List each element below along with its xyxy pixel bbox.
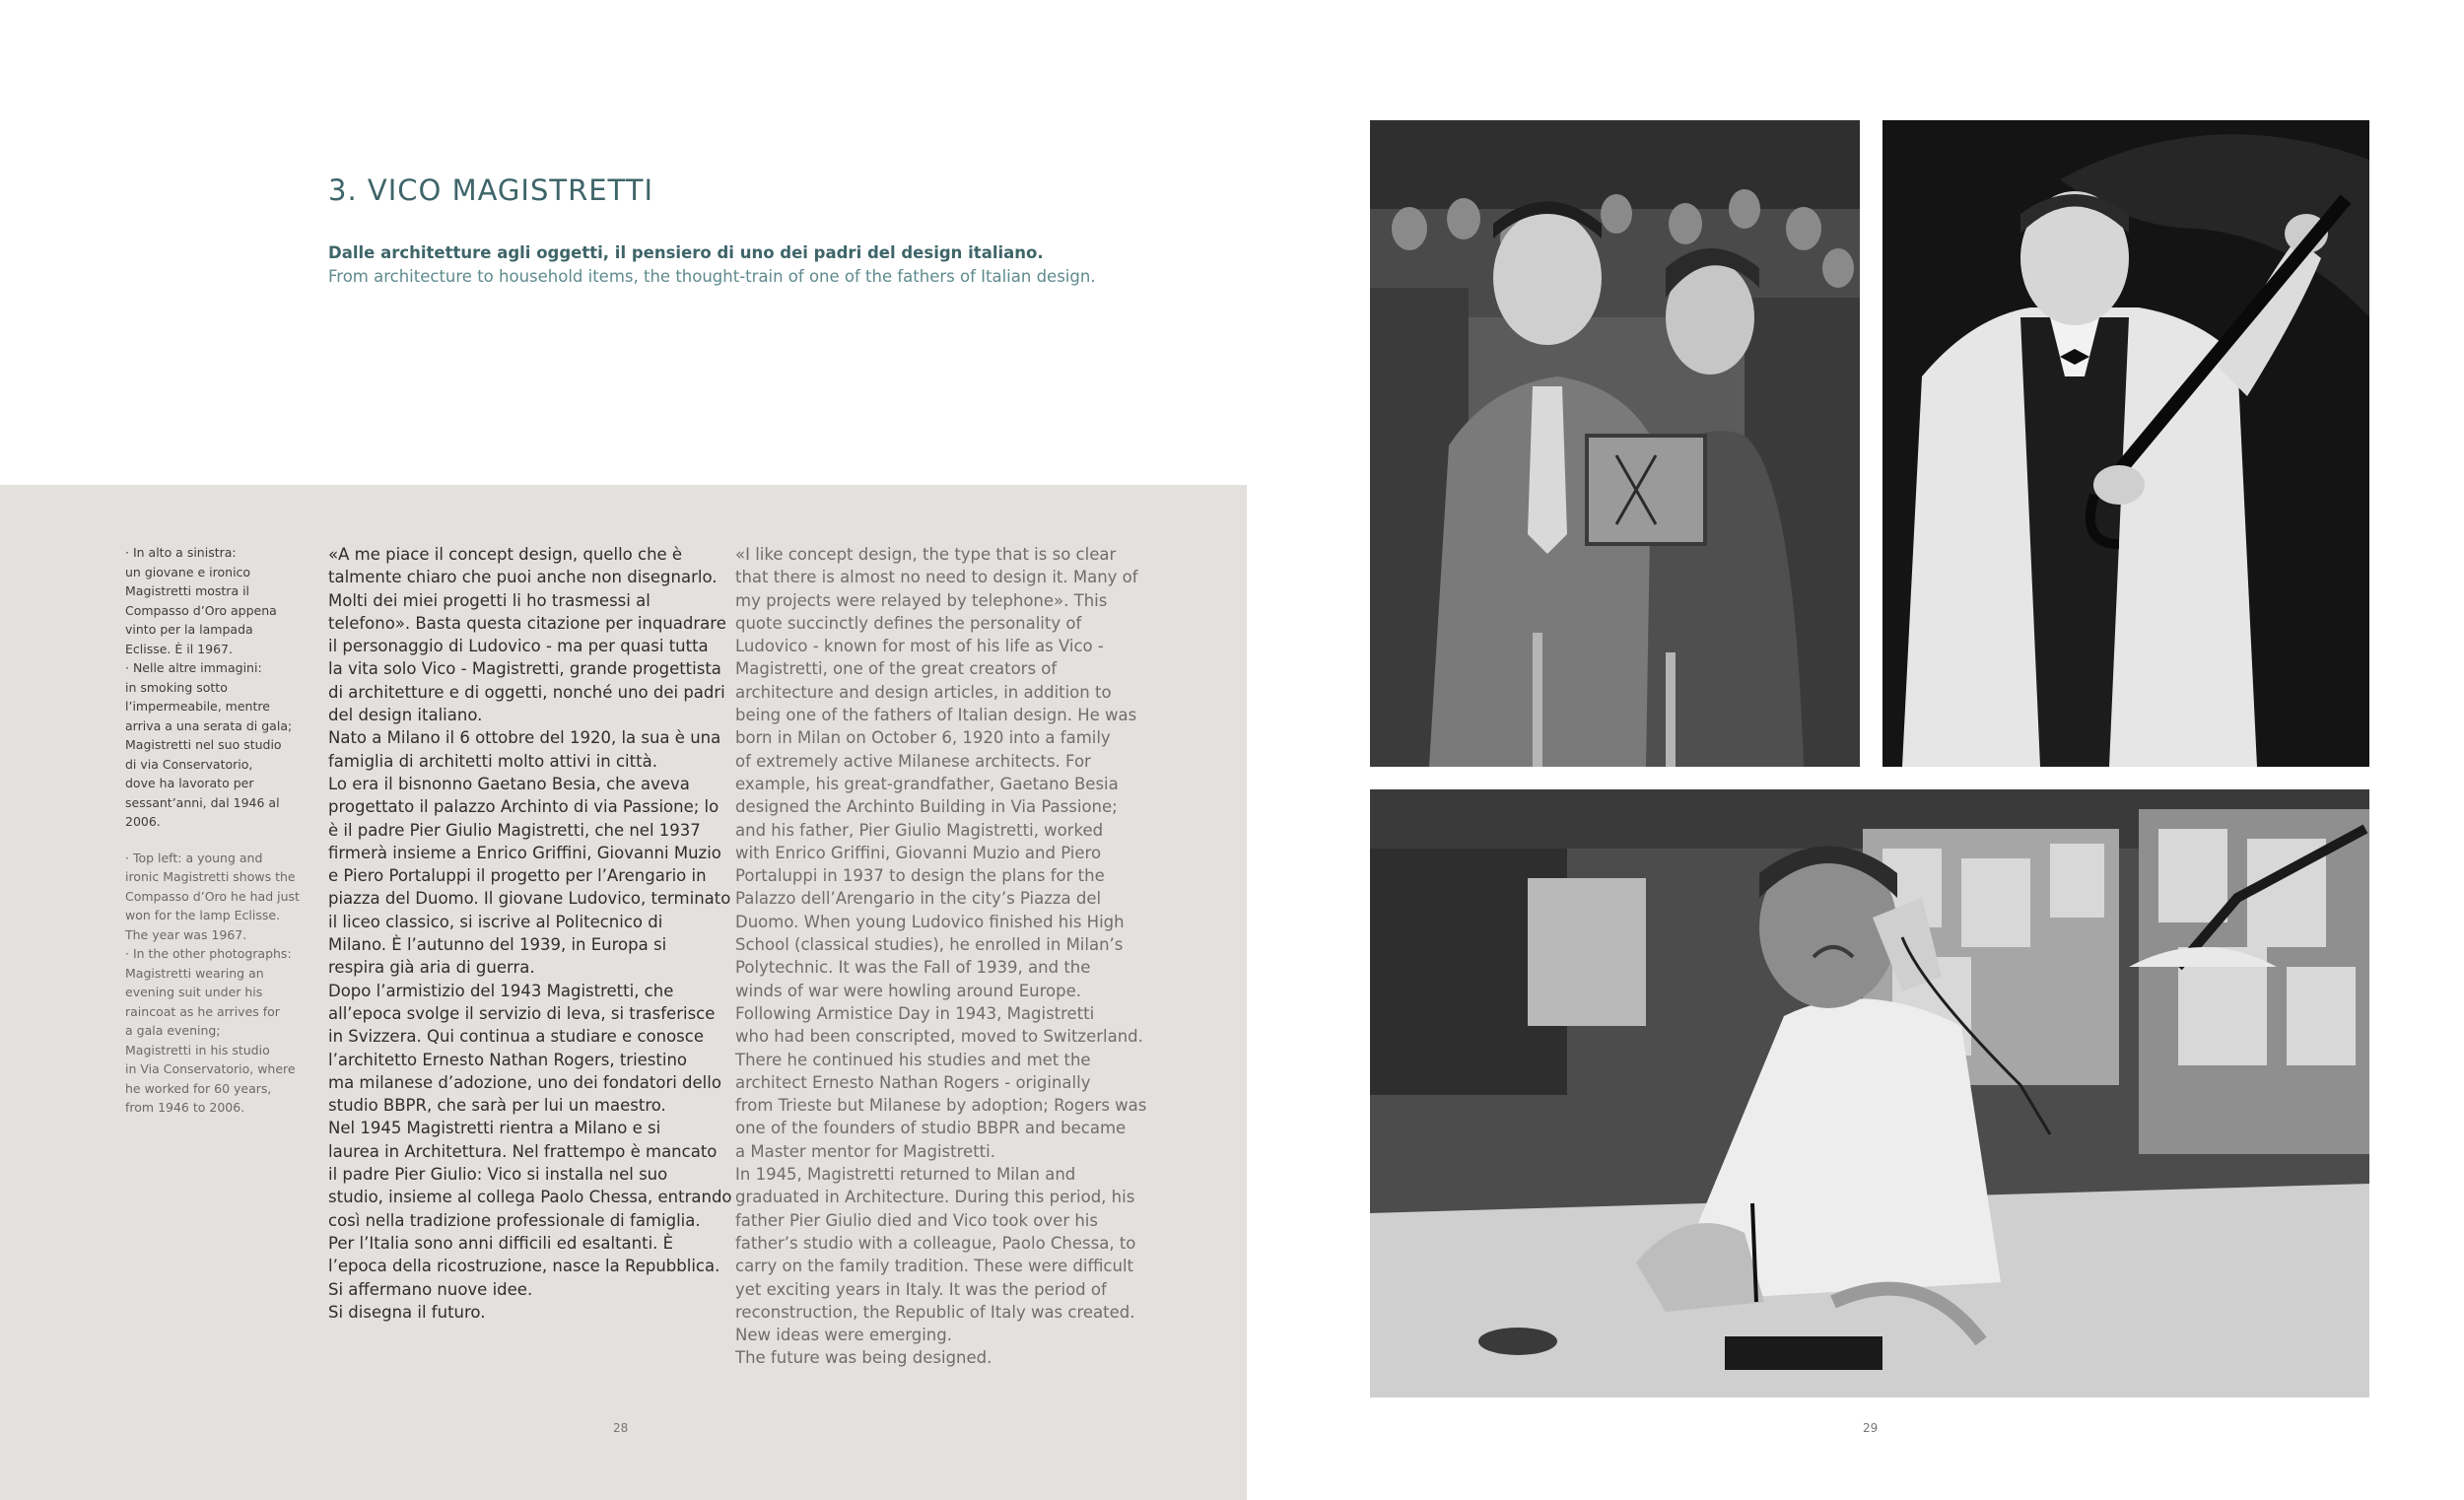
text-line: a Master mentor for Magistretti. (735, 1141, 995, 1161)
text-line: won for the lamp Eclisse. (125, 908, 281, 922)
text-line: telefono». Basta questa citazione per inquadrare (328, 613, 726, 633)
text-line: sessant’anni, dal 1946 al (125, 794, 280, 810)
text-line: Si affermano nuove idee. (328, 1279, 533, 1299)
text-line: from Trieste but Milanese by adoption; Rogers was (735, 1096, 1147, 1116)
text-line: e Piero Portaluppi il progetto per l’Arengario in (328, 866, 707, 886)
text-line: arriva a una serata di gala; (125, 717, 293, 733)
text-line: in smoking sotto (125, 679, 228, 695)
text-line: · Top left: a young and (125, 850, 263, 865)
text-line: Per l’Italia sono anni difficili ed esaltanti. È (328, 1233, 674, 1253)
text-line: il padre Pier Giulio: Vico si installa nel suo (328, 1165, 668, 1185)
text-line: who had been conscripted, moved to Switzerland. (735, 1027, 1143, 1047)
text-line: · In the other photographs: (125, 946, 292, 961)
text-line: winds of war were howling around Europe. (735, 981, 1082, 1000)
text-line: l’architetto Ernesto Nathan Rogers, triestino (328, 1050, 688, 1069)
text-line: l’impermeabile, mentre (125, 699, 270, 714)
text-line: Polytechnic. It was the Fall of 1939, and the (735, 958, 1091, 978)
text-line: famiglia di architetti molto attivi in città. (328, 751, 657, 771)
text-line: Following Armistice Day in 1943, Magistretti (735, 1003, 1095, 1023)
body-text-english (735, 543, 1146, 1370)
text-line: from 1946 to 2006. (125, 1100, 245, 1115)
text-line: vinto per la lampada (125, 622, 253, 637)
text-line: Magistretti wearing an (125, 965, 264, 981)
text-line: «I like concept design, the type that is so clear (735, 545, 1117, 564)
text-line: Si disegna il futuro. (328, 1302, 486, 1322)
text-line: architecture and design articles, in addition to (735, 682, 1112, 702)
photo-evening-umbrella (1882, 120, 2369, 767)
text-line: my projects were relayed by telephone». This (735, 590, 1108, 610)
text-line: Nel 1945 Magistretti rientra a Milano e si (328, 1119, 661, 1138)
text-line: Compasso d’Oro appena (125, 602, 277, 618)
body-text-italian (328, 543, 732, 1324)
text-line: · In alto a sinistra: (125, 545, 237, 560)
text-line: talmente chiaro che puoi anche non disegnarlo. (328, 568, 718, 587)
text-line: il personaggio di Ludovico - ma per quasi tutta (328, 637, 709, 656)
text-line: di architetture e di oggetti, nonché uno dei padri (328, 682, 725, 702)
text-line: Magistretti in his studio (125, 1042, 270, 1057)
text-line: he worked for 60 years, (125, 1080, 272, 1096)
text-line: Portaluppi in 1937 to design the plans for the (735, 866, 1105, 886)
text-line: a gala evening; (125, 1023, 221, 1038)
text-line: studio, insieme al collega Paolo Chessa, entrando (328, 1188, 732, 1207)
text-line: evening suit under his (125, 985, 263, 999)
text-line: Magistretti, one of the great creators of (735, 659, 1058, 679)
text-line: The future was being designed. (735, 1348, 992, 1368)
text-line: father’s studio with a colleague, Paolo Chessa, to (735, 1233, 1136, 1253)
text-line: Ludovico - known for most of his life as Vico - (735, 637, 1104, 656)
text-line: Lo era il bisnonno Gaetano Besia, che aveva (328, 774, 690, 793)
text-line: Duomo. When young Ludovico finished his High (735, 912, 1125, 931)
text-line: designed the Archinto Building in Via Passione; (735, 797, 1118, 817)
text-line: There he continued his studies and met the (735, 1050, 1091, 1069)
text-line: laurea in Architettura. Nel frattempo è mancato (328, 1141, 718, 1161)
text-line: carry on the family tradition. These were difficult (735, 1257, 1134, 1276)
text-line: Milano. È l’autunno del 1939, in Europa si (328, 935, 667, 955)
page-number-right: 29 (1863, 1421, 1879, 1435)
text-line: · Nelle altre immagini: (125, 660, 262, 675)
chapter-heading: 3. VICO MAGISTRETTI (328, 173, 654, 207)
text-line: one of the founders of studio BBPR and became (735, 1119, 1127, 1138)
text-line: raincoat as he arrives for (125, 1003, 280, 1019)
text-line: Magistretti mostra il (125, 583, 250, 598)
text-line: all’epoca svolge il servizio di leva, si trasferisce (328, 1003, 716, 1023)
text-line: è il padre Pier Giulio Magistretti, che nel 1937 (328, 820, 701, 840)
text-line: piazza del Duomo. Il giovane Ludovico, terminato (328, 889, 731, 909)
text-line: with Enrico Griffini, Giovanni Muzio and Piero (735, 843, 1102, 862)
text-line: respira già aria di guerra. (328, 958, 535, 978)
text-line: firmerà insieme a Enrico Griffini, Giovanni Muzio (328, 843, 721, 862)
text-line: in Via Conservatorio, where (125, 1061, 296, 1076)
photo-captions (125, 543, 312, 1118)
subtitle-english: From architecture to household items, the thought-train of one of the fathers of Italian design. (328, 267, 1096, 286)
text-line: 2006. (125, 814, 161, 829)
text-line: Molti dei miei progetti li ho trasmessi al (328, 590, 650, 610)
text-line: il liceo classico, si iscrive al Politecnico di (328, 912, 663, 931)
text-line: The year was 1967. (125, 926, 247, 942)
caption-english (125, 849, 312, 1118)
text-line: del design italiano. (328, 706, 483, 725)
text-line: progettato il palazzo Archinto di via Passione; lo (328, 797, 719, 817)
text-line: and his father, Pier Giulio Magistretti, worked (735, 820, 1104, 840)
subtitle-italian: Dalle architetture agli oggetti, il pensiero di uno dei padri del design italiano. (328, 243, 1044, 262)
text-line: un giovane e ironico (125, 564, 251, 580)
text-line: studio BBPR, che sarà per lui un maestro. (328, 1096, 666, 1116)
text-line: born in Milan on October 6, 1920 into a family (735, 728, 1111, 748)
text-line: Magistretti nel suo studio (125, 737, 282, 752)
text-line: being one of the fathers of Italian design. He was (735, 706, 1137, 725)
text-line: di via Conservatorio, (125, 756, 253, 772)
text-line: Compasso d’Oro he had just (125, 888, 300, 904)
text-line: la vita solo Vico - Magistretti, grande progettista (328, 659, 721, 679)
text-line: of extremely active Milanese architects. For (735, 751, 1091, 771)
photo-studio-telephone (1370, 789, 2369, 1398)
text-line: Palazzo dell’Arengario in the city’s Piazza del (735, 889, 1102, 909)
text-line: Nato a Milano il 6 ottobre del 1920, la sua è una (328, 728, 721, 748)
text-line: Eclisse. È il 1967. (125, 641, 233, 656)
text-line: architect Ernesto Nathan Rogers - originally (735, 1072, 1091, 1092)
text-line: example, his great-grandfather, Gaetano Besia (735, 774, 1119, 793)
text-line: New ideas were emerging. (735, 1326, 952, 1345)
text-line: quote succinctly defines the personality of (735, 613, 1082, 633)
text-line: reconstruction, the Republic of Italy was created. (735, 1302, 1135, 1322)
text-line: così nella tradizione professionale di famiglia. (328, 1210, 701, 1230)
text-line: ironic Magistretti shows the (125, 869, 296, 884)
text-line: dove ha lavorato per (125, 776, 254, 790)
text-line: «A me piace il concept design, quello che è (328, 545, 683, 564)
text-line: Dopo l’armistizio del 1943 Magistretti, che (328, 981, 674, 1000)
photo-compasso-doro (1370, 120, 1860, 767)
text-line: In 1945, Magistretti returned to Milan and (735, 1165, 1076, 1185)
text-line: yet exciting years in Italy. It was the period of (735, 1279, 1107, 1299)
text-line: that there is almost no need to design it. Many of (735, 568, 1138, 587)
text-line: in Svizzera. Qui continua a studiare e conosce (328, 1027, 704, 1047)
text-line: father Pier Giulio died and Vico took over his (735, 1210, 1098, 1230)
text-line: l’epoca della ricostruzione, nasce la Repubblica. (328, 1257, 720, 1276)
text-line: ma milanese d’adozione, uno dei fondatori dello (328, 1072, 721, 1092)
page-number-left: 28 (613, 1421, 629, 1435)
text-line: graduated in Architecture. During this period, his (735, 1188, 1135, 1207)
text-line: School (classical studies), he enrolled in Milan’s (735, 935, 1124, 955)
caption-italian (125, 543, 312, 832)
